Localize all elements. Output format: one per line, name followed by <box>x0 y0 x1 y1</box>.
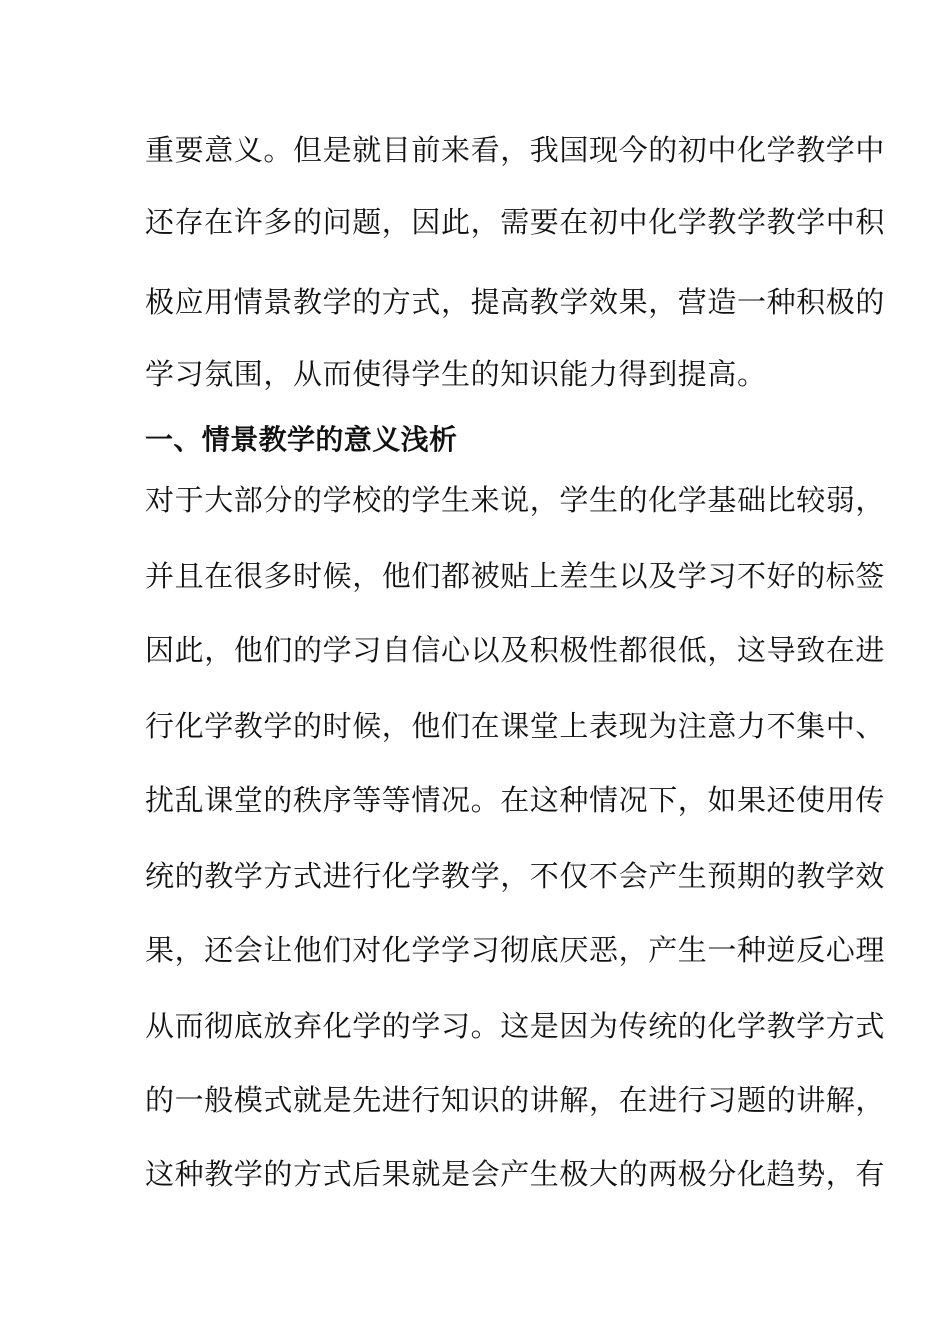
text-line: 的一般模式就是先进行知识的讲解，在进行习题的讲解， <box>145 1083 886 1117</box>
text-line: 因此，他们的学习自信心以及积极性都很低，这导致在进 <box>145 633 886 667</box>
text-line: 极应用情景教学的方式，提高教学效果，营造一种积极的 <box>145 285 886 319</box>
text-line: 还存在许多的问题，因此，需要在初中化学教学教学中积 <box>145 205 886 239</box>
text-line: 对于大部分的学校的学生来说，学生的化学基础比较弱， <box>145 483 886 517</box>
text-line: 扰乱课堂的秩序等等情况。在这种情况下，如果还使用传 <box>145 783 886 817</box>
text-line: 统的教学方式进行化学教学，不仅不会产生预期的教学效 <box>145 859 886 893</box>
text-line: 行化学教学的时候，他们在课堂上表现为注意力不集中、 <box>145 709 886 743</box>
text-line: 果，还会让他们对化学学习彻底厌恶，产生一种逆反心理 <box>145 933 886 967</box>
section-heading: 一、情景教学的意义浅析 <box>145 423 458 456</box>
text-line: 并且在很多时候，他们都被贴上差生以及学习不好的标签 <box>145 559 886 593</box>
text-line: 重要意义。但是就目前来看，我国现今的初中化学教学中 <box>145 133 886 167</box>
text-line: 从而彻底放弃化学的学习。这是因为传统的化学教学方式 <box>145 1009 886 1043</box>
text-line: 这种教学的方式后果就是会产生极大的两极分化趋势，有 <box>145 1157 886 1191</box>
text-line: 学习氛围，从而使得学生的知识能力得到提高。 <box>145 357 767 391</box>
